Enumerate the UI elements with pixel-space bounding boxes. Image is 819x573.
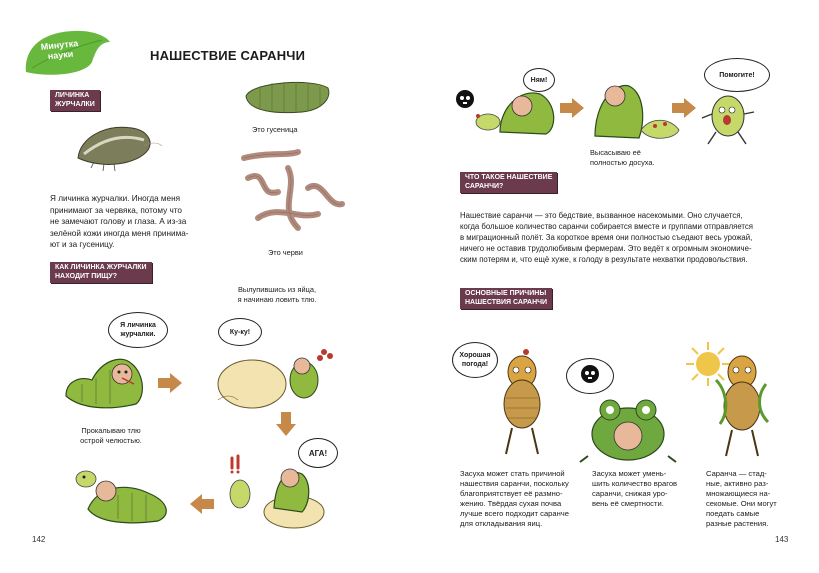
larva-illustration xyxy=(74,118,164,178)
frog-illustration xyxy=(578,392,678,464)
speech-bubble-aga: АГА! xyxy=(298,438,338,468)
arrow-right-2-icon xyxy=(560,98,584,118)
suck-text: Высасываю её полностью досуха. xyxy=(590,148,655,167)
cause-1-text: Засуха может стать причиной нашествия саранчи, поскольку благоприятствует её размно- жению. Твёрдая сухая почва лучше всего подходит саранче для откладывания яиц. xyxy=(460,469,569,528)
larva-biting-illustration xyxy=(470,78,560,138)
speech-bubble-help: Помогите! xyxy=(704,58,770,92)
page-title: НАШЕСТВИЕ САРАНЧИ xyxy=(150,48,306,63)
locust-eating-plant-illustration xyxy=(706,350,782,460)
larva-intro-text: Я личинка журчалки. Иногда меня принимают за червяка, потому что не замечают голову и глаза. А из-за зелёной кожи иногда меня принима- ют и за гусеницу. xyxy=(50,194,189,250)
arrow-down-icon xyxy=(276,412,296,436)
thought-skull-icon xyxy=(581,365,599,383)
science-minute-badge: Минутка науки xyxy=(40,38,79,62)
larva-character-1 xyxy=(62,340,152,410)
cause-3-text: Саранча — стад- ные, активно раз- множающиеся на- секомые. Они могут поедать самые разные растения. xyxy=(706,469,777,528)
tag-larva: ЛИЧИНКА ЖУРЧАЛКИ xyxy=(50,90,100,111)
aphid-running-illustration xyxy=(698,88,758,148)
arrow-right-1-icon xyxy=(158,373,182,393)
caterpillar-illustration xyxy=(242,78,332,118)
speech-bubble-nyam: Ням! xyxy=(523,68,555,92)
tag-causes: ОСНОВНЫЕ ПРИЧИНЫ НАШЕСТВИЯ САРАНЧИ xyxy=(460,288,552,309)
tag-food: КАК ЛИЧИНКА ЖУРЧАЛКИ НАХОДИТ ПИЩУ? xyxy=(50,262,152,283)
larva-sucking-illustration xyxy=(585,72,685,144)
arrow-right-3-icon xyxy=(672,98,696,118)
worms-caption: Это черви xyxy=(268,248,303,257)
speech-bubble-kuku: Ку-ку! xyxy=(218,318,262,346)
arrow-left-icon xyxy=(190,494,214,514)
hatch-text: Вылупившись из яйца, я начинаю ловить тлю. xyxy=(237,285,317,304)
caterpillar-caption: Это гусеница xyxy=(252,125,298,134)
locust-good-weather-illustration xyxy=(490,348,560,460)
tag-what: ЧТО ТАКОЕ НАШЕСТВИЕ САРАНЧИ? xyxy=(460,172,557,193)
hatching-egg-illustration xyxy=(212,340,342,410)
speech-bubble-weather: Хорошая погода! xyxy=(452,342,498,378)
larva-eating-aphid-illustration xyxy=(68,455,178,525)
worms-illustration xyxy=(238,148,348,238)
page-number-left: 142 xyxy=(32,535,46,544)
page-number-right: 143 xyxy=(775,535,789,544)
speech-bubble-larva: Я личинка журчалки. xyxy=(108,312,168,348)
what-is-locust-text: Нашествие саранчи — это бедствие, вызванное насекомыми. Оно случается, когда большое количество саранчи собирается вместе и группами отправляется в миграционный полёт. За короткое время они полностью съедают весь урожай, ничего не оставив трудолюбивым фермерам. Это ведёт к огромным экономиче- ским потерям и, что ещё хуже, к голоду в результате нехватки продовольствия. xyxy=(460,211,754,264)
larva-spotting-aphid-illustration xyxy=(218,448,338,530)
jaw-text: Прокалываю тлю острой челюстью. xyxy=(80,426,142,445)
cause-2-text: Засуха может умень- шить количество врагов саранчи, снижая уро- вень её смертности. xyxy=(592,469,678,508)
